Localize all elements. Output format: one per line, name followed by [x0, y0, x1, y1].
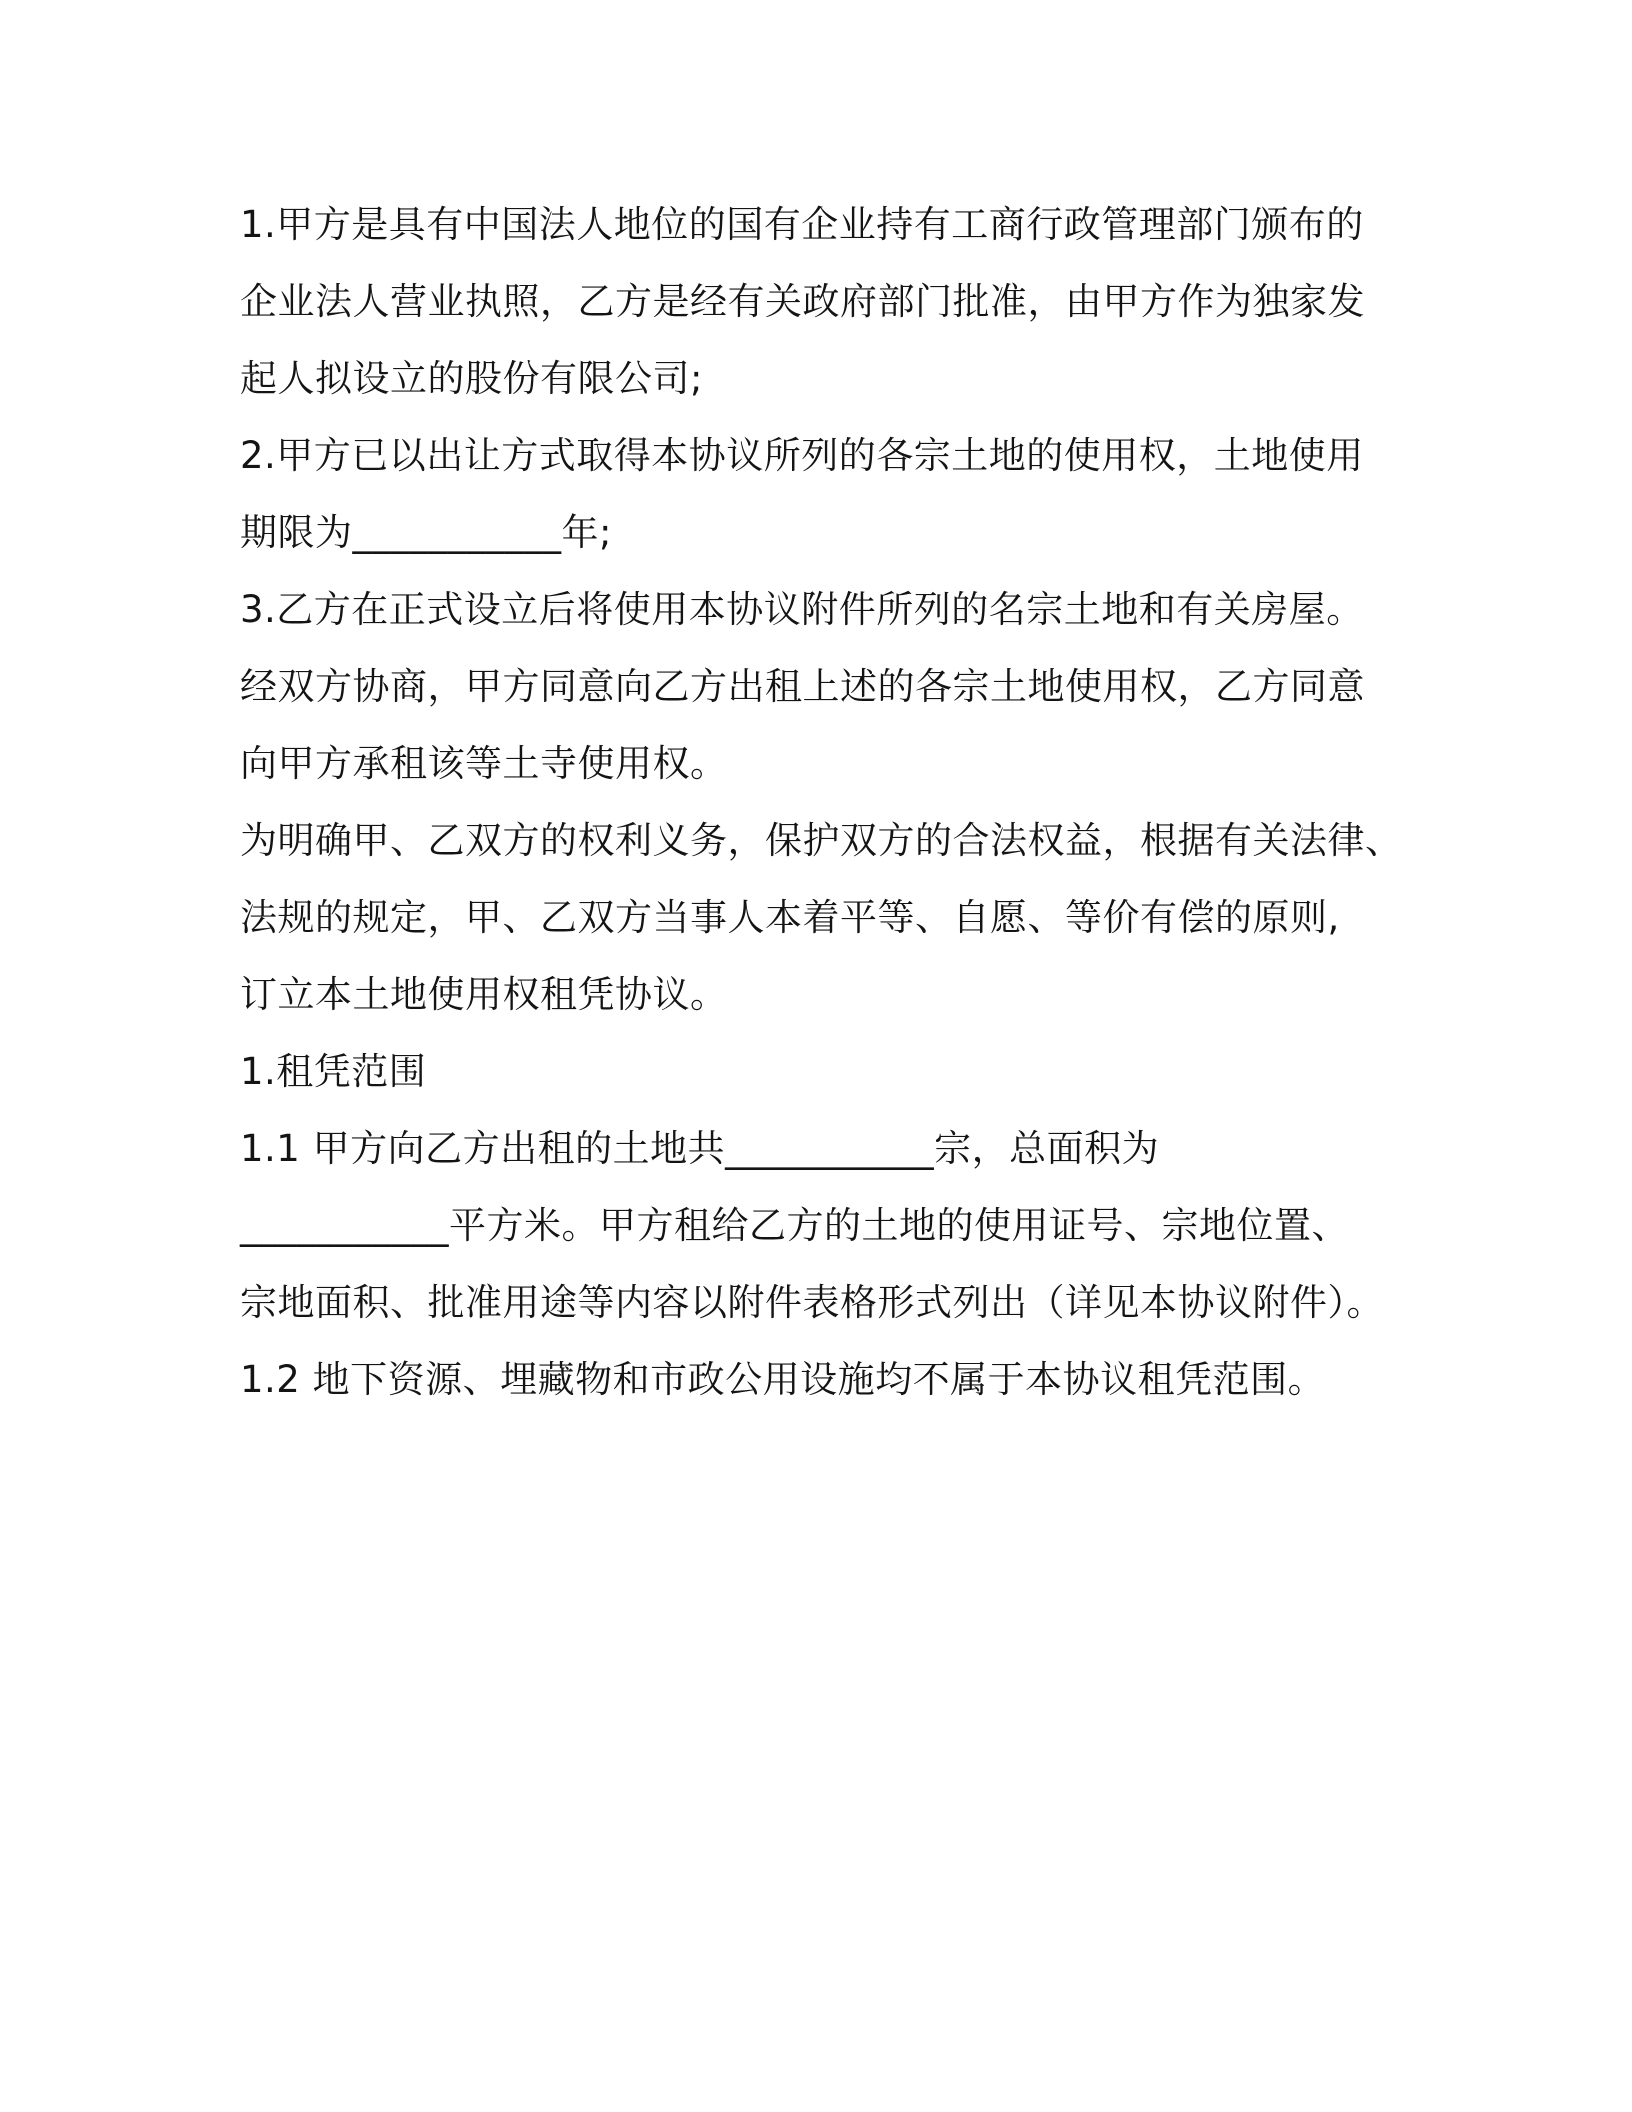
- text-line: 向甲方承租该等土寺使用权。: [240, 742, 728, 785]
- text-line: 订立本土地使用权租凭协议。: [240, 973, 728, 1016]
- text-line: 经双方协商，甲方同意向乙方出租上述的各宗土地使用权，乙方同意: [240, 665, 1365, 708]
- text-line: 1.2 地下资源、埋藏物和市政公用设施均不属于本协议租凭范围。: [240, 1358, 1326, 1401]
- text-line: 法规的规定，甲、乙双方当事人本着平等、自愿、等价有偿的原则,: [240, 896, 1340, 939]
- text-line: 企业法人营业执照，乙方是经有关政府部门批准，由甲方作为独家发: [240, 280, 1365, 323]
- text-line: 起人拟设立的股份有限公司;: [240, 357, 703, 400]
- text-line: ___________平方米。甲方租给乙方的土地的使用证号、宗地位置、: [240, 1204, 1349, 1247]
- text-line: 为明确甲、乙双方的权利义务，保护双方的合法权益，根据有关法律、: [240, 819, 1403, 862]
- text-line: 3.乙方在正式设立后将使用本协议附件所列的名宗土地和有关房屋。: [240, 588, 1364, 631]
- section-heading: 1.租凭范围: [240, 1050, 427, 1093]
- text-line: 期限为___________年;: [240, 511, 612, 554]
- text-line: 宗地面积、批准用途等内容以附件表格形式列出（详见本协议附件）。: [240, 1281, 1384, 1324]
- text-line: 2.甲方已以出让方式取得本协议所列的各宗土地的使用权，土地使用: [240, 434, 1364, 477]
- text-line: 1.甲方是具有中国法人地位的国有企业持有工商行政管理部门颁布的: [240, 203, 1364, 246]
- text-line: 1.1 甲方向乙方出租的土地共___________宗，总面积为: [240, 1127, 1160, 1170]
- document-body: [240, 186, 1440, 1418]
